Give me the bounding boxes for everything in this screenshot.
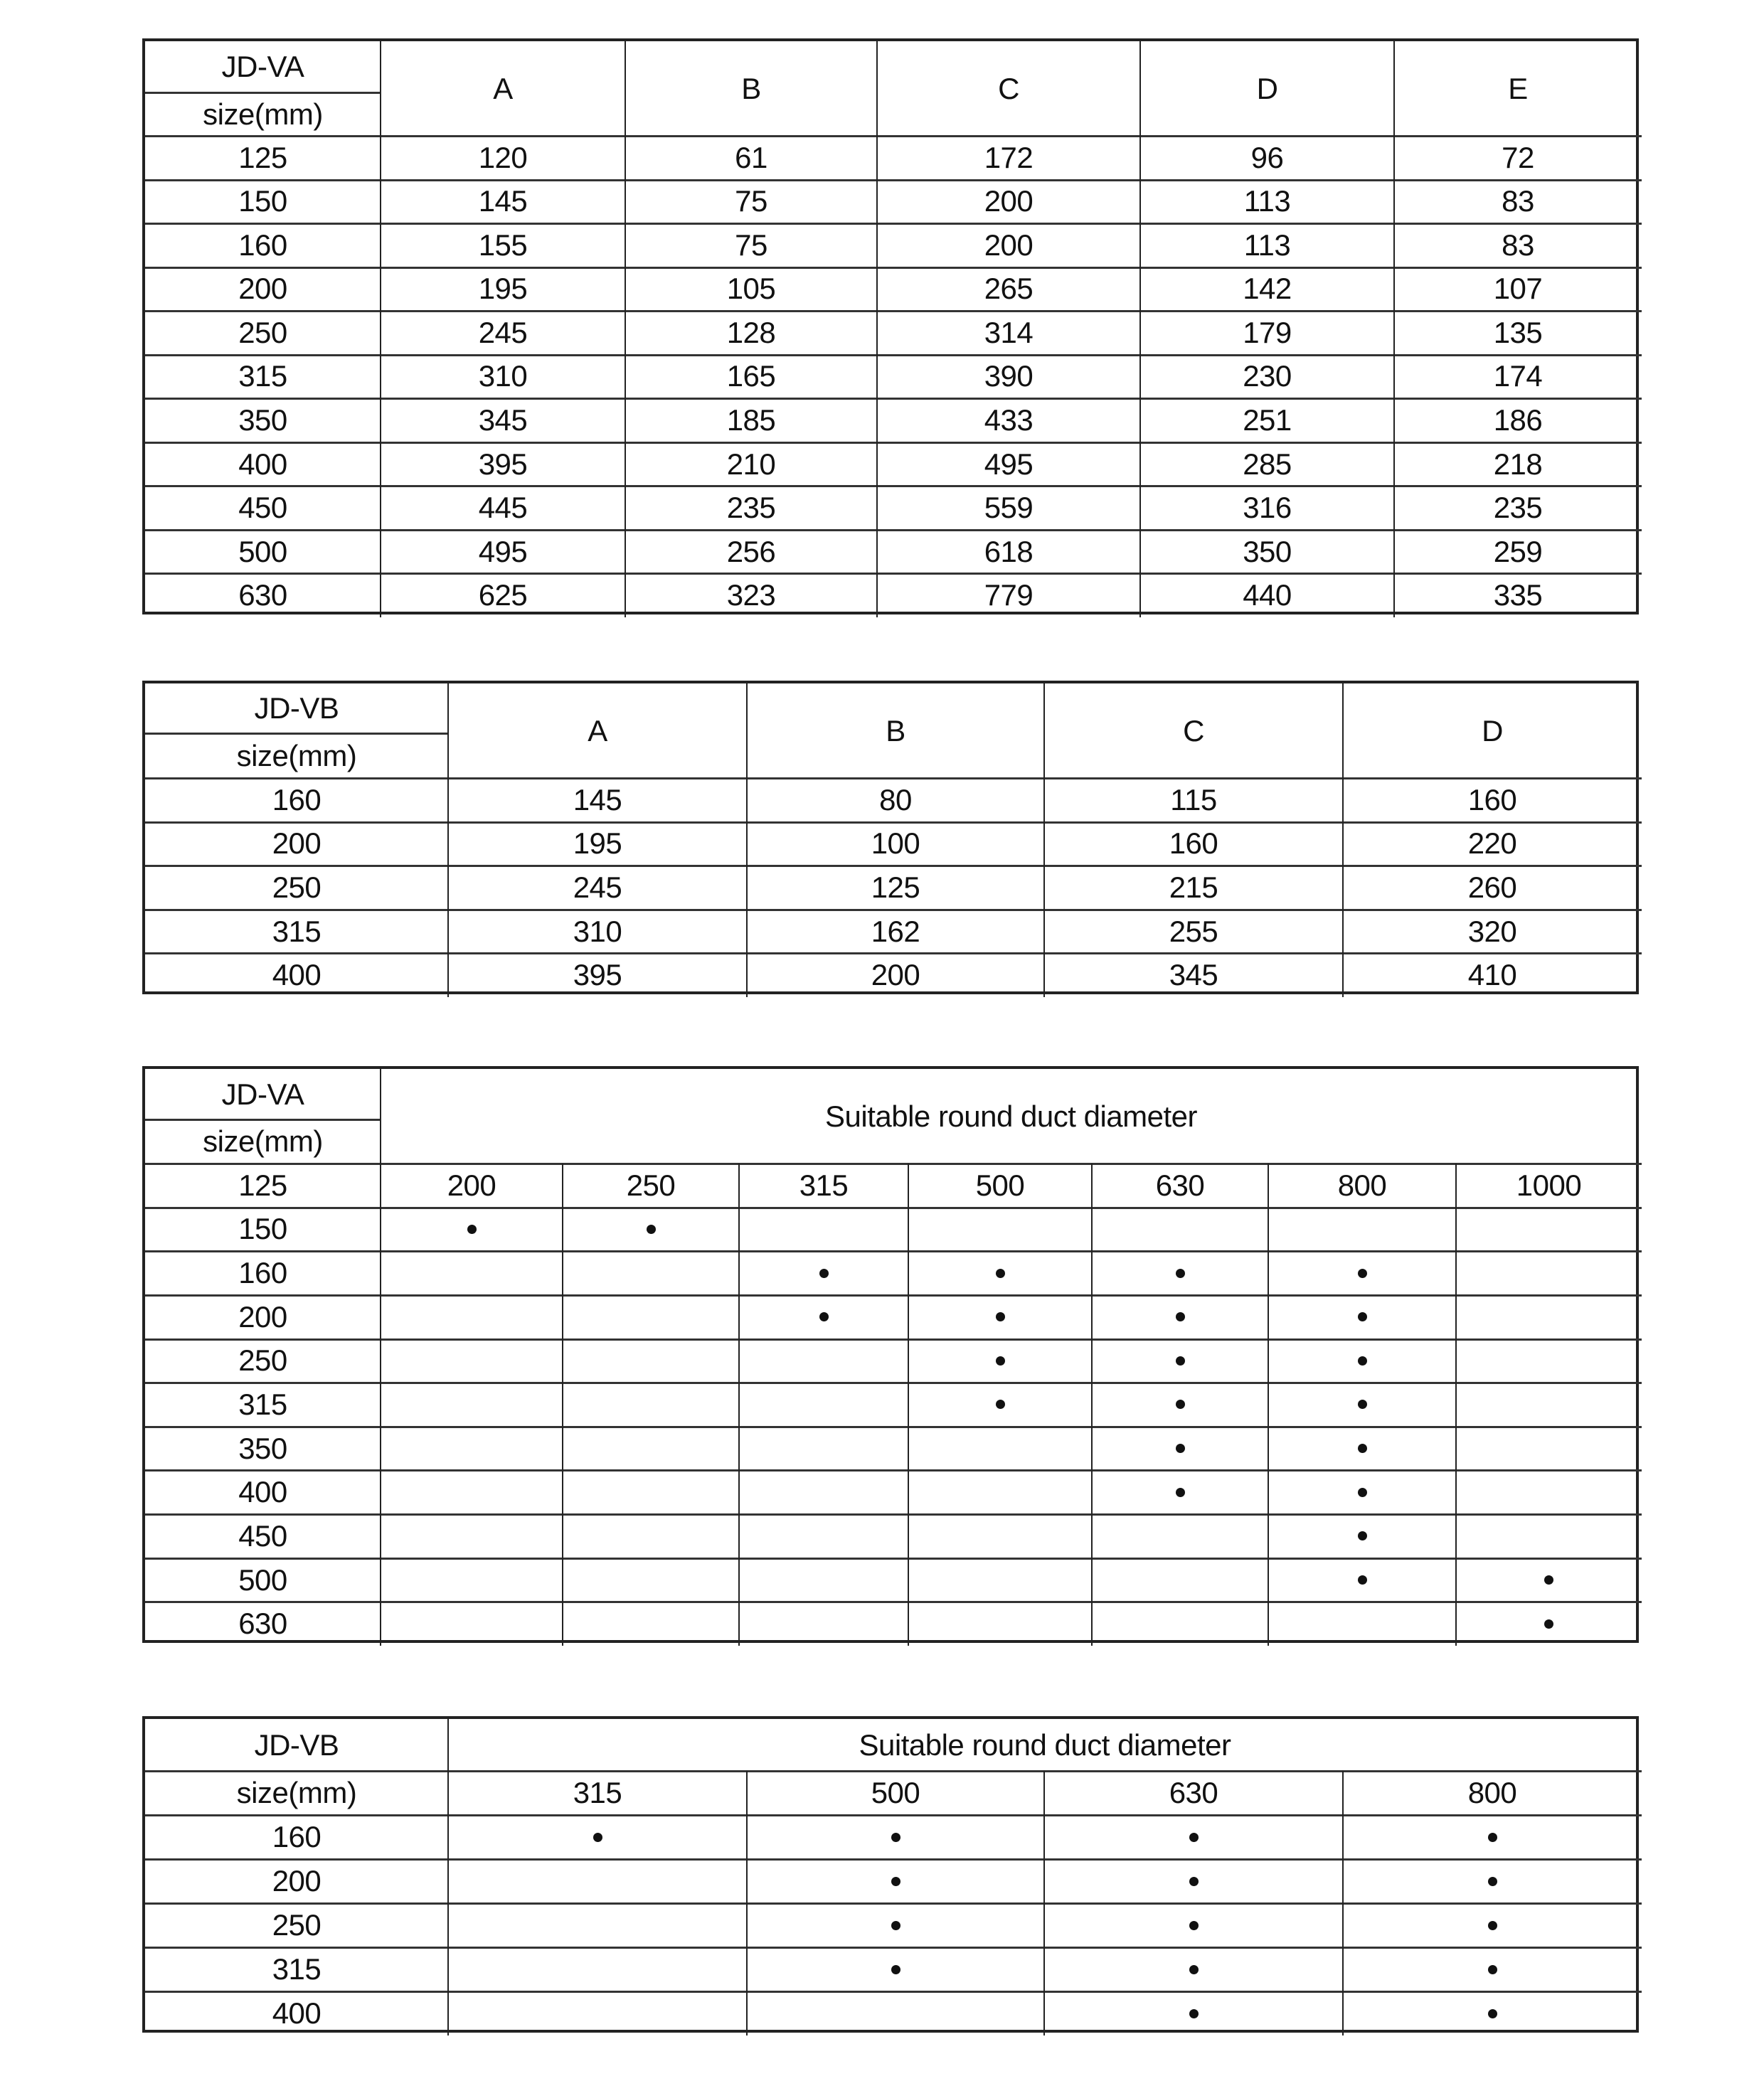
compatibility-cell: [739, 1295, 908, 1339]
compatibility-cell: [1343, 1903, 1642, 1947]
table-cell: 61: [735, 140, 767, 174]
suitable-dot-icon: [891, 1877, 900, 1886]
compatibility-cell: [747, 1859, 1044, 1903]
duct-diameter-header: 630: [1169, 1776, 1218, 1809]
compatibility-cell: [381, 1383, 563, 1427]
table-cell: 200: [871, 958, 920, 992]
table-cell: 155: [478, 228, 528, 262]
suitable-dot-icon: [1189, 2009, 1199, 2018]
column-divider: [1342, 683, 1344, 997]
model-label: JD-VB: [254, 691, 339, 725]
compatibility-cell: [1343, 1815, 1642, 1859]
table-cell: 350: [1243, 534, 1292, 568]
column-divider: [1455, 1164, 1457, 1646]
suitable-dot-icon: [1189, 1833, 1199, 1842]
compatibility-cell: [908, 1602, 1092, 1646]
suitable-dot-icon: [1176, 1444, 1185, 1453]
table-cell: 218: [1493, 447, 1543, 481]
duct-diameter-header: 630: [1155, 1168, 1205, 1202]
table-cell: 115: [1170, 782, 1217, 816]
table-cell: 323: [726, 578, 776, 612]
compatibility-cell: [563, 1383, 739, 1427]
table-cell: 345: [1169, 958, 1218, 992]
compatibility-cell: [1268, 1558, 1456, 1602]
table-cell: 200: [984, 184, 1034, 218]
table-cell: 345: [478, 403, 528, 437]
suitable-dot-icon: [1358, 1400, 1367, 1409]
duct-diameter-header: 800: [1337, 1168, 1387, 1202]
table-cell: 445: [478, 491, 528, 525]
compatibility-cell: [1092, 1208, 1268, 1252]
compatibility-cell: [739, 1602, 908, 1646]
compatibility-cell: [381, 1295, 563, 1339]
row-size: 250: [238, 315, 287, 349]
suitable-dot-icon: [1488, 1877, 1497, 1886]
suitable-dot-icon: [1358, 1488, 1367, 1497]
model-label: JD-VA: [221, 50, 304, 83]
compatibility-cell: [747, 1815, 1044, 1859]
column-divider: [1268, 1164, 1269, 1646]
table-cell: 265: [984, 272, 1034, 306]
duct-diameter-header: 1000: [1516, 1168, 1582, 1202]
table-cell: 410: [1467, 958, 1517, 992]
compatibility-cell: [1092, 1514, 1268, 1558]
column-divider: [380, 1069, 381, 1646]
row-size: 350: [238, 403, 287, 437]
compatibility-cell: [1092, 1251, 1268, 1295]
table-cell: 195: [573, 826, 622, 861]
column-header: B: [741, 71, 761, 105]
column-divider: [1043, 1771, 1045, 2035]
suitable-dot-icon: [996, 1356, 1005, 1366]
compatibility-cell: [1044, 1903, 1343, 1947]
table-cell: 256: [726, 534, 776, 568]
suitable-dot-icon: [1544, 1575, 1553, 1585]
row-size: 315: [238, 359, 287, 393]
row-size: 315: [272, 914, 322, 948]
column-divider: [625, 41, 626, 617]
suitable-dot-icon: [1176, 1269, 1185, 1278]
table-cell: 172: [984, 140, 1034, 174]
compatibility-cell: [381, 1514, 563, 1558]
compatibility-cell: [563, 1295, 739, 1339]
row-size: 400: [272, 958, 322, 992]
row-size: 450: [238, 491, 287, 525]
suitable-dot-icon: [1358, 1531, 1367, 1540]
column-divider: [746, 683, 748, 997]
table-cell: 230: [1243, 359, 1292, 393]
compatibility-cell: [1092, 1383, 1268, 1427]
table-cell: 80: [879, 782, 912, 816]
table-cell: 395: [478, 447, 528, 481]
duct-diameter-header: 315: [573, 1776, 622, 1809]
compatibility-cell: [563, 1558, 739, 1602]
compatibility-cell: [908, 1208, 1092, 1252]
compatibility-cell: [1456, 1558, 1642, 1602]
table-cell: 495: [478, 534, 528, 568]
compatibility-cell: [908, 1383, 1092, 1427]
compatibility-cell: [1343, 1947, 1642, 1991]
row-size: 200: [238, 272, 287, 306]
table-cell: 83: [1502, 228, 1534, 262]
compatibility-cell: [448, 1903, 747, 1947]
compatibility-cell: [563, 1470, 739, 1514]
compatibility-cell: [1456, 1602, 1642, 1646]
compatibility-cell: [1268, 1602, 1456, 1646]
column-header: A: [493, 71, 513, 105]
compatibility-cell: [908, 1295, 1092, 1339]
row-size: 400: [238, 447, 287, 481]
table-cell: 316: [1243, 491, 1292, 525]
compatibility-cell: [1092, 1295, 1268, 1339]
compatibility-cell: [1092, 1339, 1268, 1383]
table-cell: 125: [871, 870, 920, 904]
compatibility-cell: [1092, 1602, 1268, 1646]
suitable-dot-icon: [1189, 1921, 1199, 1930]
table-cell: 72: [1502, 140, 1534, 174]
compatibility-cell: [1456, 1208, 1642, 1252]
column-header: D: [1482, 713, 1503, 747]
duct-diameter-title: Suitable round duct diameter: [825, 1099, 1197, 1133]
table-cell: 100: [871, 826, 920, 861]
model-label: JD-VB: [254, 1728, 339, 1762]
compatibility-cell: [1044, 1991, 1343, 2035]
column-divider: [447, 683, 449, 997]
row-size: 250: [272, 1908, 322, 1942]
compatibility-cell: [563, 1514, 739, 1558]
suitable-dot-icon: [1488, 1921, 1497, 1930]
suitable-dot-icon: [1544, 1619, 1553, 1629]
compatibility-cell: [381, 1251, 563, 1295]
row-size: 200: [272, 1864, 322, 1898]
table-cell: 215: [1169, 870, 1218, 904]
suitable-dot-icon: [1358, 1444, 1367, 1453]
size-label: size(mm): [203, 1124, 323, 1158]
compatibility-cell: [1092, 1427, 1268, 1471]
compatibility-cell: [908, 1470, 1092, 1514]
compatibility-cell: [739, 1470, 908, 1514]
table-cell: 128: [726, 315, 776, 349]
compatibility-cell: [1268, 1383, 1456, 1427]
table-cell: 145: [478, 184, 528, 218]
table-cell: 145: [573, 782, 622, 816]
table-cell: 779: [984, 578, 1034, 612]
table-cell: 235: [726, 491, 776, 525]
compatibility-cell: [739, 1251, 908, 1295]
jd-vb-duct-compatibility-table: [142, 1716, 1639, 2033]
row-size: 200: [272, 826, 322, 861]
compatibility-cell: [1268, 1470, 1456, 1514]
table-cell: 113: [1243, 228, 1291, 262]
column-header: B: [886, 713, 905, 747]
jd-va-dimension-table: [142, 38, 1639, 614]
row-size: 160: [238, 1256, 287, 1290]
table-cell: 310: [573, 914, 622, 948]
column-divider: [746, 1771, 748, 2035]
suitable-dot-icon: [1358, 1269, 1367, 1278]
compatibility-cell: [448, 1859, 747, 1903]
size-label: size(mm): [236, 1776, 357, 1809]
table-cell: 160: [1467, 782, 1517, 816]
row-size: 160: [272, 1820, 322, 1853]
column-header: D: [1256, 71, 1278, 105]
duct-diameter-header: 500: [871, 1776, 920, 1809]
table-cell: 440: [1243, 578, 1292, 612]
compatibility-cell: [1268, 1427, 1456, 1471]
row-size: 125: [238, 1168, 287, 1202]
suitable-dot-icon: [996, 1269, 1005, 1278]
compatibility-cell: [563, 1208, 739, 1252]
row-size: 630: [238, 1607, 287, 1641]
suitable-dot-icon: [996, 1400, 1005, 1409]
column-header: E: [1508, 71, 1528, 105]
table-cell: 314: [984, 315, 1034, 349]
compatibility-cell: [1456, 1427, 1642, 1471]
compatibility-cell: [1092, 1470, 1268, 1514]
compatibility-cell: [908, 1251, 1092, 1295]
compatibility-cell: [1343, 1991, 1642, 2035]
suitable-dot-icon: [891, 1921, 900, 1930]
compatibility-cell: [448, 1947, 747, 1991]
suitable-dot-icon: [467, 1225, 477, 1234]
suitable-dot-icon: [1176, 1400, 1185, 1409]
table-cell: 245: [478, 315, 528, 349]
column-divider: [1393, 41, 1395, 617]
table-cell: 195: [478, 272, 528, 306]
column-divider: [1342, 1771, 1344, 2035]
compatibility-cell: [1268, 1208, 1456, 1252]
row-size: 450: [238, 1518, 287, 1553]
table-cell: 96: [1250, 140, 1284, 174]
table-cell: 105: [726, 272, 776, 306]
table-cell: 107: [1493, 272, 1543, 306]
compatibility-cell: [381, 1208, 563, 1252]
column-divider: [738, 1164, 740, 1646]
column-divider: [908, 1164, 909, 1646]
compatibility-cell: [448, 1991, 747, 2035]
compatibility-cell: [908, 1427, 1092, 1471]
suitable-dot-icon: [1488, 1833, 1497, 1842]
compatibility-cell: [1268, 1339, 1456, 1383]
column-header: C: [1183, 713, 1204, 747]
suitable-dot-icon: [891, 1965, 900, 1974]
compatibility-cell: [1456, 1339, 1642, 1383]
table-cell: 259: [1493, 534, 1543, 568]
compatibility-cell: [1456, 1383, 1642, 1427]
suitable-dot-icon: [1176, 1488, 1185, 1497]
column-header: A: [588, 713, 607, 747]
column-divider: [1043, 683, 1045, 997]
duct-diameter-header: 200: [447, 1168, 496, 1202]
table-cell: 165: [726, 359, 776, 393]
row-size: 315: [272, 1952, 322, 1986]
compatibility-cell: [908, 1339, 1092, 1383]
table-cell: 245: [573, 870, 622, 904]
table-cell: 120: [478, 140, 528, 174]
jd-vb-dimension-table: [142, 681, 1639, 994]
size-label: size(mm): [236, 738, 357, 772]
suitable-dot-icon: [996, 1312, 1005, 1321]
compatibility-cell: [1044, 1815, 1343, 1859]
table-cell: 395: [573, 958, 622, 992]
row-size: 400: [238, 1475, 287, 1509]
suitable-dot-icon: [1189, 1965, 1199, 1974]
suitable-dot-icon: [1176, 1312, 1185, 1321]
compatibility-cell: [1044, 1947, 1343, 1991]
compatibility-cell: [1268, 1251, 1456, 1295]
suitable-dot-icon: [891, 1833, 900, 1842]
compatibility-cell: [739, 1339, 908, 1383]
compatibility-cell: [563, 1251, 739, 1295]
model-label: JD-VA: [221, 1077, 304, 1111]
compatibility-cell: [908, 1558, 1092, 1602]
suitable-dot-icon: [1358, 1312, 1367, 1321]
suitable-dot-icon: [1488, 2009, 1497, 2018]
table-cell: 185: [726, 403, 776, 437]
suitable-dot-icon: [593, 1833, 602, 1842]
table-cell: 174: [1493, 359, 1543, 393]
compatibility-cell: [1268, 1514, 1456, 1558]
compatibility-cell: [1343, 1859, 1642, 1903]
compatibility-cell: [739, 1427, 908, 1471]
compatibility-cell: [381, 1427, 563, 1471]
table-cell: 179: [1243, 315, 1292, 349]
compatibility-cell: [747, 1991, 1044, 2035]
compatibility-cell: [1456, 1295, 1642, 1339]
row-size: 350: [238, 1431, 287, 1465]
row-size: 160: [272, 782, 322, 816]
row-size: 630: [238, 578, 287, 612]
table-cell: 113: [1243, 184, 1291, 218]
column-header: C: [998, 71, 1019, 105]
table-cell: 220: [1467, 826, 1517, 861]
row-size: 150: [238, 184, 287, 218]
compatibility-cell: [1092, 1558, 1268, 1602]
table-cell: 433: [984, 403, 1034, 437]
suitable-dot-icon: [647, 1225, 656, 1234]
table-cell: 255: [1169, 914, 1218, 948]
table-cell: 235: [1493, 491, 1543, 525]
compatibility-cell: [739, 1383, 908, 1427]
table-cell: 310: [478, 359, 528, 393]
table-cell: 335: [1493, 578, 1543, 612]
table-cell: 625: [478, 578, 528, 612]
row-size: 500: [238, 534, 287, 568]
compatibility-cell: [381, 1339, 563, 1383]
compatibility-cell: [747, 1903, 1044, 1947]
table-cell: 135: [1493, 315, 1543, 349]
column-divider: [380, 41, 381, 617]
compatibility-cell: [1456, 1251, 1642, 1295]
suitable-dot-icon: [1189, 1877, 1199, 1886]
compatibility-cell: [1456, 1514, 1642, 1558]
compatibility-cell: [1456, 1470, 1642, 1514]
compatibility-cell: [747, 1947, 1044, 1991]
duct-diameter-header: 800: [1467, 1776, 1517, 1809]
column-divider: [1139, 41, 1141, 617]
compatibility-cell: [381, 1470, 563, 1514]
row-size: 250: [238, 1343, 287, 1378]
compatibility-cell: [563, 1427, 739, 1471]
table-cell: 285: [1243, 447, 1292, 481]
suitable-dot-icon: [1358, 1575, 1367, 1585]
compatibility-cell: [1044, 1859, 1343, 1903]
duct-diameter-title: Suitable round duct diameter: [859, 1728, 1231, 1762]
table-cell: 618: [984, 534, 1034, 568]
table-cell: 75: [735, 184, 767, 218]
table-cell: 162: [871, 914, 920, 948]
table-cell: 83: [1502, 184, 1534, 218]
table-cell: 160: [1169, 826, 1218, 861]
row-size: 150: [238, 1212, 287, 1246]
duct-diameter-header: 315: [799, 1168, 849, 1202]
row-size: 125: [238, 140, 287, 174]
row-size: 400: [272, 1996, 322, 2030]
jd-va-duct-compatibility-table: [142, 1066, 1639, 1643]
table-cell: 200: [984, 228, 1034, 262]
row-size: 250: [272, 870, 322, 904]
table-cell: 210: [726, 447, 776, 481]
column-divider: [562, 1164, 563, 1646]
table-cell: 142: [1243, 272, 1292, 306]
compatibility-cell: [1268, 1295, 1456, 1339]
suitable-dot-icon: [1488, 1965, 1497, 1974]
suitable-dot-icon: [819, 1269, 829, 1278]
table-cell: 390: [984, 359, 1034, 393]
row-size: 200: [238, 1299, 287, 1334]
compatibility-cell: [908, 1514, 1092, 1558]
compatibility-cell: [739, 1514, 908, 1558]
compatibility-cell: [381, 1602, 563, 1646]
table-cell: 75: [735, 228, 767, 262]
column-divider: [1091, 1164, 1093, 1646]
table-cell: 251: [1243, 403, 1292, 437]
suitable-dot-icon: [1176, 1356, 1185, 1366]
table-cell: 260: [1467, 870, 1517, 904]
compatibility-cell: [739, 1558, 908, 1602]
table-cell: 186: [1493, 403, 1543, 437]
size-label: size(mm): [203, 97, 323, 131]
suitable-dot-icon: [819, 1312, 829, 1321]
column-divider: [447, 1719, 449, 2035]
row-size: 500: [238, 1563, 287, 1597]
compatibility-cell: [381, 1558, 563, 1602]
duct-diameter-header: 250: [626, 1168, 676, 1202]
column-divider: [876, 41, 878, 617]
compatibility-cell: [739, 1208, 908, 1252]
suitable-dot-icon: [1358, 1356, 1367, 1366]
table-cell: 559: [984, 491, 1034, 525]
compatibility-cell: [448, 1815, 747, 1859]
table-cell: 495: [984, 447, 1034, 481]
row-size: 315: [238, 1387, 287, 1421]
duct-diameter-header: 500: [975, 1168, 1025, 1202]
row-size: 160: [238, 228, 287, 262]
compatibility-cell: [563, 1602, 739, 1646]
table-cell: 320: [1467, 914, 1517, 948]
compatibility-cell: [563, 1339, 739, 1383]
